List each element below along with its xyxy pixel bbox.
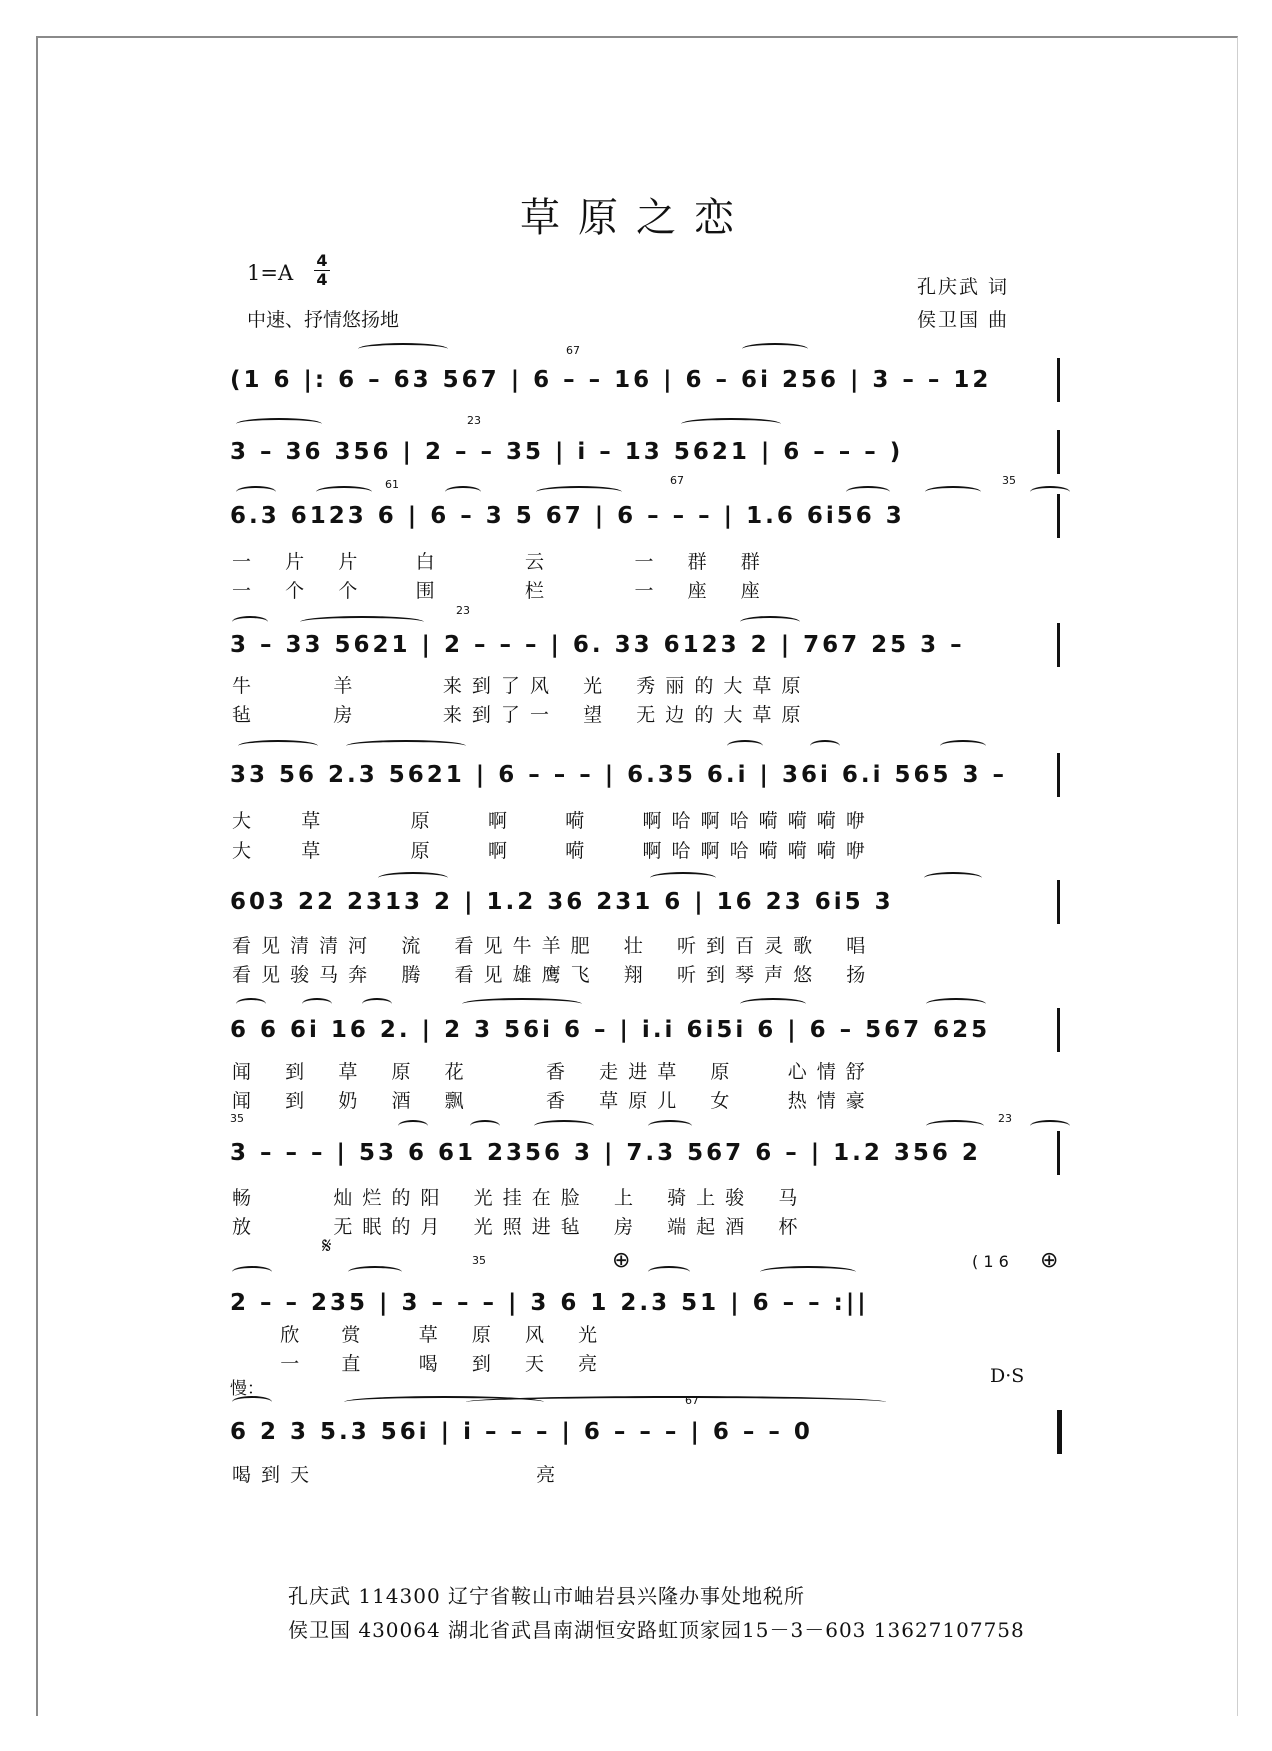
slur xyxy=(534,1120,594,1132)
music-row-2: 3 – 36 356 | 2 – – 35 | i – 13 5621 | 6 – – – ) xyxy=(230,439,904,465)
lyric-verse1-row5: 大 草 原 啊 嗬 啊 哈 啊 哈 嗬 嗬 嗬 咿 xyxy=(232,810,867,832)
slur xyxy=(398,1120,428,1132)
footer-contact-1: 孔庆武 114300 辽宁省鞍山市岫岩县兴隆办事处地税所 xyxy=(288,1584,806,1608)
music-row-8: 3 – – – | 53 6 61 2356 3 | 7.3 567 6 – | 1.2 356 2 xyxy=(230,1140,981,1166)
lyric-verse1-row3: 一 片 片 白 云 一 群 群 xyxy=(232,551,762,573)
slur xyxy=(1030,1120,1070,1132)
meter-denominator: 4 xyxy=(316,270,328,289)
slur xyxy=(462,998,582,1010)
slur xyxy=(648,1266,690,1278)
grace-note: 67 xyxy=(670,474,684,487)
lyric-verse1-row6: 看 见 清 清 河 流 看 见 牛 羊 肥 壮 听 到 百 灵 歌 唱 xyxy=(232,935,868,957)
music-row-1: (1 6 |: 6 – 63 567 | 6 – – 16 | 6 – 6i 256 | 3 – – 12 xyxy=(230,367,992,393)
lyric-row10: 喝 到 天 亮 xyxy=(232,1464,558,1486)
music-row-5: 33 56 2.3 5621 | 6 – – – | 6.35 6.i | 36i 6.i 565 3 – xyxy=(230,762,1008,788)
meter-numerator: 4 xyxy=(316,251,328,270)
lyric-verse2-row5: 大 草 原 啊 嗬 啊 哈 啊 哈 嗬 嗬 嗬 咿 xyxy=(232,840,867,862)
slur xyxy=(940,740,986,752)
slur xyxy=(760,1266,856,1278)
grace-note: 35 xyxy=(472,1254,486,1267)
slur xyxy=(926,1120,984,1132)
slur xyxy=(926,998,986,1010)
grace-note: 35 xyxy=(1002,474,1016,487)
slur xyxy=(536,486,622,498)
lyricist-credit: 孔庆武 词 xyxy=(917,276,1010,298)
slur xyxy=(445,486,481,498)
grace-note: 61 xyxy=(385,478,399,491)
music-row-10: 6 2 3 5.3 56i | i – – – | 6 – – – | 6 – – 0 xyxy=(230,1419,813,1445)
composer-credit: 侯卫国 曲 xyxy=(917,309,1010,331)
grace-note: 67 xyxy=(566,344,580,357)
slur xyxy=(470,1120,500,1132)
lyric-verse1-row4: 牛 羊 来 到 了 风 光 秀 丽 的 大 草 原 xyxy=(232,675,803,697)
slur xyxy=(727,740,763,752)
slur xyxy=(302,998,332,1010)
footer-contact-2: 侯卫国 430064 湖北省武昌南湖恒安路虹顶家园15－3－603 13627107758 xyxy=(288,1618,1025,1642)
lyric-verse2-row6: 看 见 骏 马 奔 腾 看 见 雄 鹰 飞 翔 听 到 琴 声 悠 扬 xyxy=(232,964,868,986)
music-row-9: 2 – – 235 | 3 – – – | 3 6 1 2.3 51 | 6 – – :|| xyxy=(230,1290,869,1316)
grace-note: 23 xyxy=(467,414,481,427)
segno-sign: 𝄋 xyxy=(322,1234,332,1259)
lyric-verse2-row8: 放 无 眠 的 月 光 照 进 毡 房 端 起 酒 杯 xyxy=(232,1216,800,1238)
dal-segno: D·S xyxy=(990,1365,1025,1387)
slur xyxy=(846,486,890,498)
slur xyxy=(238,740,318,752)
music-row-7: 6 6 6i 16 2. | 2 3 56i 6 – | i.i 6i5i 6 | 6 – 567 625 xyxy=(230,1017,991,1043)
slur xyxy=(300,616,424,628)
slur xyxy=(232,616,268,628)
lyric-verse1-row7: 闻 到 草 原 花 香 走 进 草 原 心 情 舒 xyxy=(232,1061,867,1083)
grace-note: 67 xyxy=(685,1394,699,1407)
lyric-verse2-row3: 一 个 个 围 栏 一 座 座 xyxy=(232,580,762,602)
slur xyxy=(648,1120,692,1132)
slur xyxy=(362,998,392,1010)
coda-sign-end: ⊕ xyxy=(1040,1248,1059,1273)
slur xyxy=(236,418,322,430)
grace-note: 35 xyxy=(230,1112,244,1125)
slur xyxy=(236,998,266,1010)
slur xyxy=(236,486,276,498)
slur xyxy=(232,1266,272,1278)
music-row-6: 603 22 2313 2 | 1.2 36 231 6 | 16 23 6i5 3 xyxy=(230,889,894,915)
slur xyxy=(740,998,806,1010)
coda-sign: ⊕ xyxy=(612,1248,631,1273)
slur xyxy=(1030,486,1070,498)
slur xyxy=(466,1396,886,1408)
song-title: 草原之恋 xyxy=(520,195,752,241)
slur xyxy=(232,1396,272,1408)
slur xyxy=(650,872,716,884)
slur xyxy=(681,418,781,430)
music-row-3: 6.3 6123 6 | 6 – 3 5 67 | 6 – – – | 1.6 6i56 3 xyxy=(230,503,905,529)
slur xyxy=(378,872,448,884)
coda-hint: ( 1 6 xyxy=(972,1252,1009,1271)
tempo-marking: 中速、抒情悠扬地 xyxy=(247,309,400,331)
lyric-verse1-row9: 欣 赏 草 原 风 光 xyxy=(232,1324,600,1346)
slur xyxy=(740,616,800,628)
slur xyxy=(925,486,981,498)
slur xyxy=(348,1266,402,1278)
tempo-slow: 慢： xyxy=(230,1379,264,1399)
lyric-verse2-row4: 毡 房 来 到 了 一 望 无 边 的 大 草 原 xyxy=(232,704,803,726)
grace-note: 23 xyxy=(456,604,470,617)
slur xyxy=(924,872,982,884)
slur xyxy=(742,343,808,355)
slur xyxy=(316,486,372,498)
lyric-verse1-row8: 畅 灿 烂 的 阳 光 挂 在 脸 上 骑 上 骏 马 xyxy=(232,1187,800,1209)
lyric-verse2-row9: 一 直 喝 到 天 亮 xyxy=(232,1353,600,1375)
slur xyxy=(358,343,448,355)
grace-note: 23 xyxy=(998,1112,1012,1125)
lyric-verse2-row7: 闻 到 奶 酒 飘 香 草 原 儿 女 热 情 豪 xyxy=(232,1090,867,1112)
music-row-4: 3 – 33 5621 | 2 – – – | 6. 33 6123 2 | 767 25 3 – xyxy=(230,632,965,658)
key-signature: 1=A xyxy=(247,261,294,285)
slur xyxy=(810,740,840,752)
time-signature xyxy=(312,252,332,289)
slur xyxy=(346,740,466,752)
